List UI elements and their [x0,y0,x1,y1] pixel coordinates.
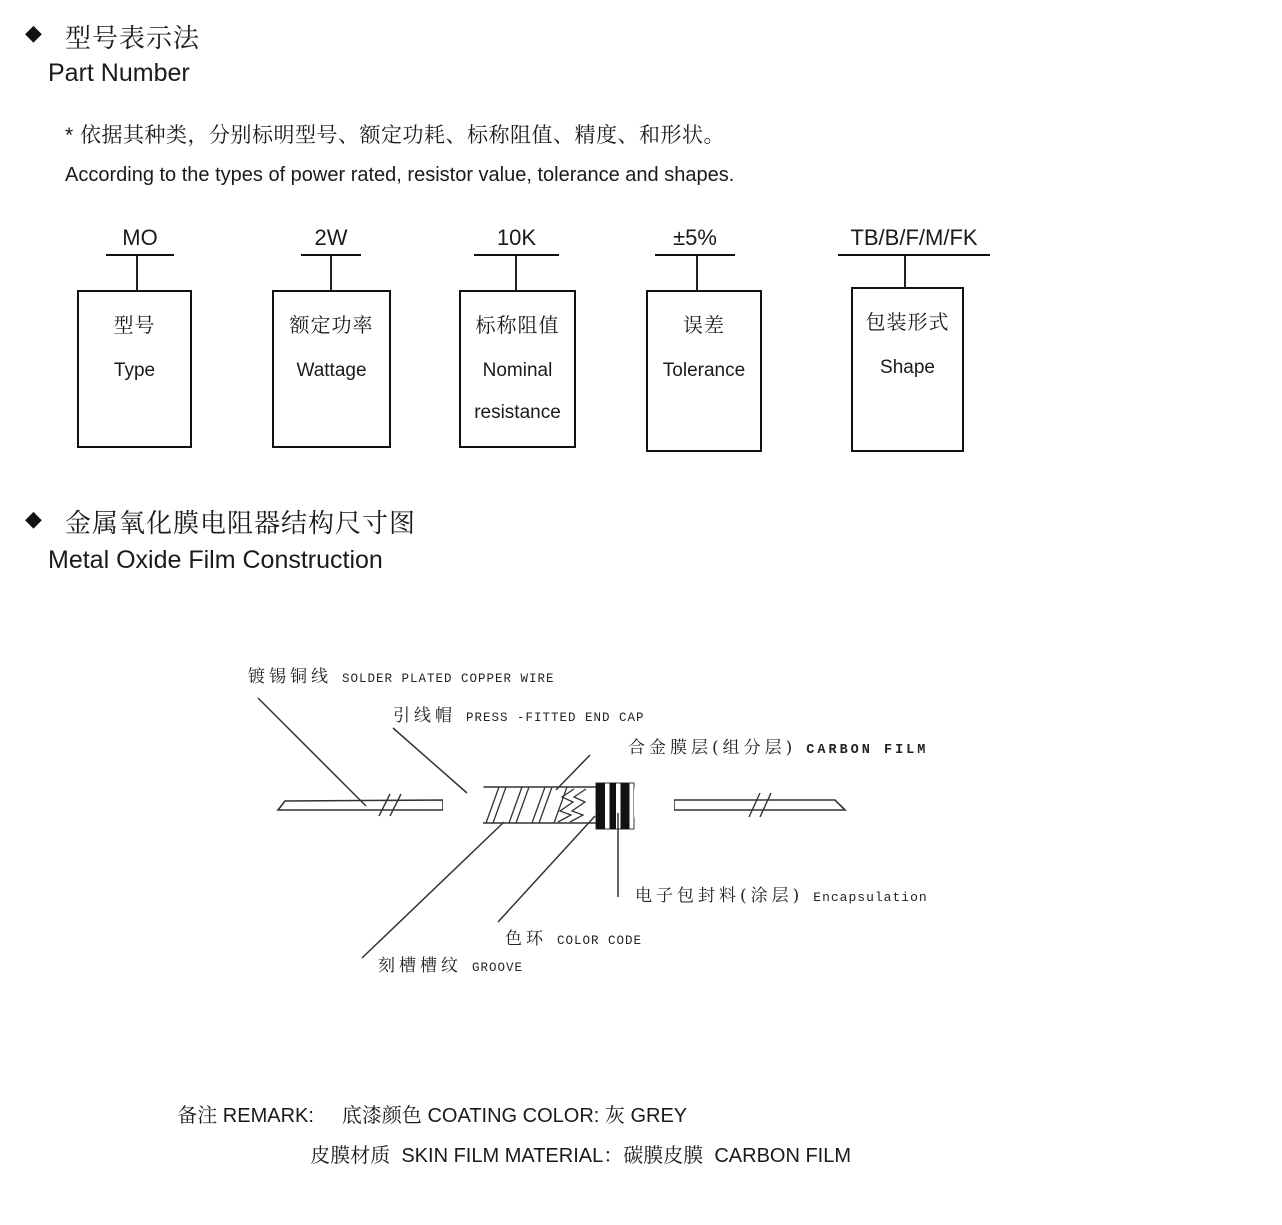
field-label-zh: 标称阻值 [475,315,560,337]
field-label-en2: resistance [474,402,561,423]
connector-line [904,256,906,290]
connector-line [696,256,698,290]
connector-line [136,256,138,290]
callout-end-cap [393,701,645,726]
callout-en: PRESS -FITTED END CAP [466,711,645,725]
field-label-en: Shape [880,357,935,378]
diamond-bullet-icon: ◆ [25,20,42,45]
field-label-en: Type [113,360,156,381]
callout-groove [378,951,523,976]
callout-zh: 色环 [505,929,547,949]
section2-title-zh: 金属氧化膜电阻器结构尺寸图 [65,508,417,538]
lead-break-mark [379,794,390,816]
leader-groove [362,822,504,958]
field-label-zh: 型号 [113,315,156,337]
leader-copper-wire [258,698,366,806]
remark-label: 备注 REMARK: [177,1105,314,1127]
remark-coating-color: 底漆颜色 COATING COLOR: 灰 GREY [341,1105,688,1127]
callout-en: GROOVE [472,961,524,975]
diamond-bullet-icon: ◆ [25,506,42,531]
field-label-en: Tolerance [662,360,746,381]
lead-break-mark [760,793,771,817]
part-code-wattage: 2W [301,224,361,256]
field-label-zh: 误差 [683,315,725,337]
part-code-type: MO [106,224,174,256]
remark-skin-material: 皮膜材质 SKIN FILM MATERIAL：碳膜皮膜 CARBON FILM [310,1145,852,1167]
lead-break-mark [390,794,401,816]
section1-title-zh: 型号表示法 [65,23,201,53]
leader-lines [258,698,618,958]
field-label-zh: 额定功率 [289,315,374,337]
part-code-resistance: 10K [474,224,559,256]
leader-end-cap [393,728,467,793]
callout-zh: 刻槽槽纹 [378,956,462,976]
part-number-note-en: According to the types of power rated, resistor value, tolerance and shapes. [65,164,735,186]
field-label-en: Wattage [296,360,367,381]
color-bands [596,783,634,829]
field-box-tolerance [646,290,762,452]
callout-carbon-film [628,733,928,758]
callout-zh: 电子包封料(涂层) [635,886,804,906]
callout-en: Encapsulation [813,890,928,905]
connector-line [515,256,517,290]
connector-line [330,256,332,290]
field-label-zh: 包装形式 [865,312,950,334]
callout-encapsulation [635,881,928,906]
left-end-cap [443,776,484,830]
part-code-shape: TB/B/F/M/FK [838,224,990,256]
section1-title-en: Part Number [48,59,190,87]
part-number-note-zh: * 依据其种类，分别标明型号、额定功耗、标称阻值、精度、和形状。 [65,124,726,147]
field-label-en: Nominal [482,360,553,381]
callout-zh: 镀锡铜线 [248,667,332,687]
remark-line-skin [288,1116,851,1191]
field-box-wattage [272,290,391,448]
callout-copper-wire [248,662,555,687]
section2-title-en: Metal Oxide Film Construction [48,546,383,574]
leader-carbon-film [556,755,590,790]
callout-zh: 引线帽 [393,706,456,726]
callout-en: SOLDER PLATED COPPER WIRE [342,672,555,686]
callout-zh: 合金膜层(组分层) [628,738,797,758]
right-lead-wire [674,800,845,810]
callout-color-code [505,924,642,949]
field-box-type [77,290,192,448]
field-box-shape [851,287,964,452]
leader-color-code [498,816,595,922]
callout-en: CARBON FILM [806,743,929,758]
part-code-tolerance: ±5% [655,224,735,256]
field-box-resistance [459,290,576,448]
right-end-cap [634,776,674,830]
callout-en: COLOR CODE [557,934,643,948]
lead-break-mark [749,793,760,817]
